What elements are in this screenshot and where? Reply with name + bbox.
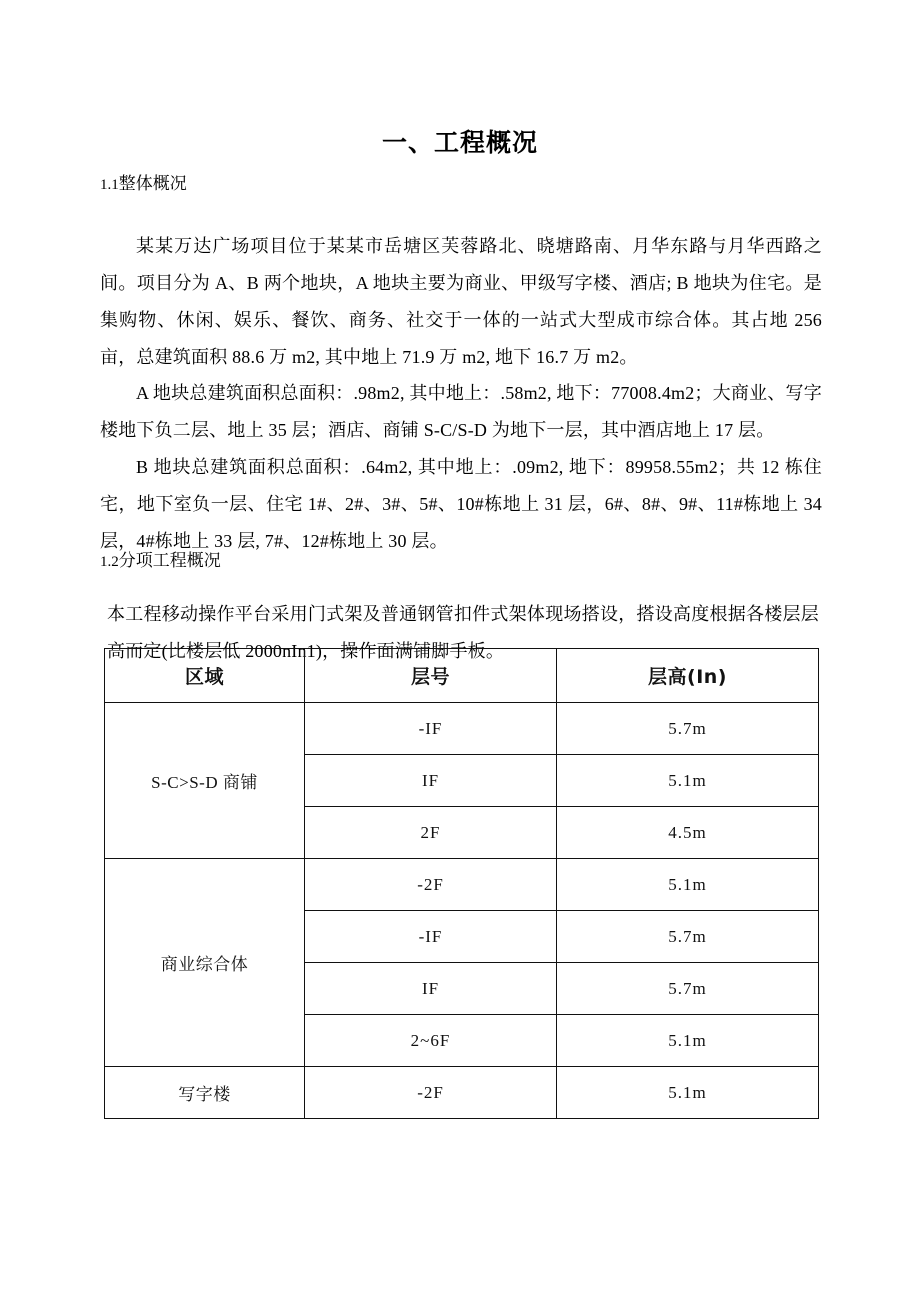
- cell-level: 2F: [305, 807, 557, 859]
- cell-level: -IF: [305, 703, 557, 755]
- column-header-region: 区域: [105, 649, 305, 703]
- paragraph-subitem-d: 本工程移动操作平台采用门式架及普通钢管扣件式架体现场搭设，搭设高度根据各楼层层高而定(比楼层低 2000nIn1)，操作面满铺脚手板。: [107, 604, 819, 661]
- cell-level: -2F: [305, 859, 557, 911]
- table-row: [105, 1067, 819, 1119]
- cell-level: IF: [305, 963, 557, 1015]
- section-heading-1-2: [100, 549, 221, 573]
- cell-level: -IF: [305, 911, 557, 963]
- table-row: [105, 859, 819, 911]
- cell-level: IF: [305, 755, 557, 807]
- table-header-row: [105, 649, 819, 703]
- floor-height-table-wrapper: [104, 648, 818, 1119]
- cell-region: 商业综合体: [105, 859, 305, 1067]
- table-body: [105, 703, 819, 1119]
- cell-height: 5.1m: [557, 859, 819, 911]
- column-header-height: 层高(In): [557, 649, 819, 703]
- table-row: [105, 703, 819, 755]
- floor-height-table: [104, 648, 819, 1119]
- cell-level: 2~6F: [305, 1015, 557, 1067]
- section-number-1-1: 1.1: [100, 177, 119, 193]
- page-title: 一、工程概况: [381, 128, 538, 157]
- table-header: [105, 649, 819, 703]
- paragraph-overview-a: 某某万达广场项目位于某某市岳塘区芙蓉路北、晓塘路南、月华东路与月华西路之间。项目分为 A、B 两个地块，A 地块主要为商业、甲级写字楼、酒店; B 地块为住宅。是集购物、休闲、娱乐、餐饮、商务、社交于一体的一站式大型成市综合体。其占地 256 亩，总建筑面积 88.6 万 m2, 其中地上 71.9 万 m2, 地下 16.7 万 m2。: [100, 236, 822, 367]
- cell-height: 4.5m: [557, 807, 819, 859]
- cell-height: 5.1m: [557, 1067, 819, 1119]
- cell-height: 5.7m: [557, 963, 819, 1015]
- section-label-1-1: 整体概况: [118, 174, 187, 193]
- paragraph-overview-b: A 地块总建筑面积总面积：.98m2, 其中地上：.58m2, 地下：77008.4m2；大商业、写字楼地下负二层、地上 35 层；酒店、商铺 S-C/S-D 为地下一层，其中酒店地上 17 层。: [100, 383, 822, 440]
- section-number-1-2: 1.2: [100, 554, 119, 570]
- cell-height: 5.7m: [557, 703, 819, 755]
- column-header-level: 层号: [305, 649, 557, 703]
- section-label-1-2: 分项工程概况: [118, 551, 221, 570]
- cell-height: 5.1m: [557, 755, 819, 807]
- cell-region: 写字楼: [105, 1067, 305, 1119]
- cell-region: S-C>S-D 商铺: [105, 703, 305, 859]
- cell-height: 5.7m: [557, 911, 819, 963]
- cell-level: -2F: [305, 1067, 557, 1119]
- section-heading-1-1: [100, 172, 187, 196]
- paragraph-overview-c: B 地块总建筑面积总面积：.64m2, 其中地上：.09m2, 地下：89958.55m2；共 12 栋住宅，地下室负一层、住宅 1#、2#、3#、5#、10#栋地上 31 层，6#、8#、9#、11#栋地上 34 层，4#栋地上 33 层, 7#、12#栋地上 30 层。: [100, 457, 822, 551]
- cell-height: 5.1m: [557, 1015, 819, 1067]
